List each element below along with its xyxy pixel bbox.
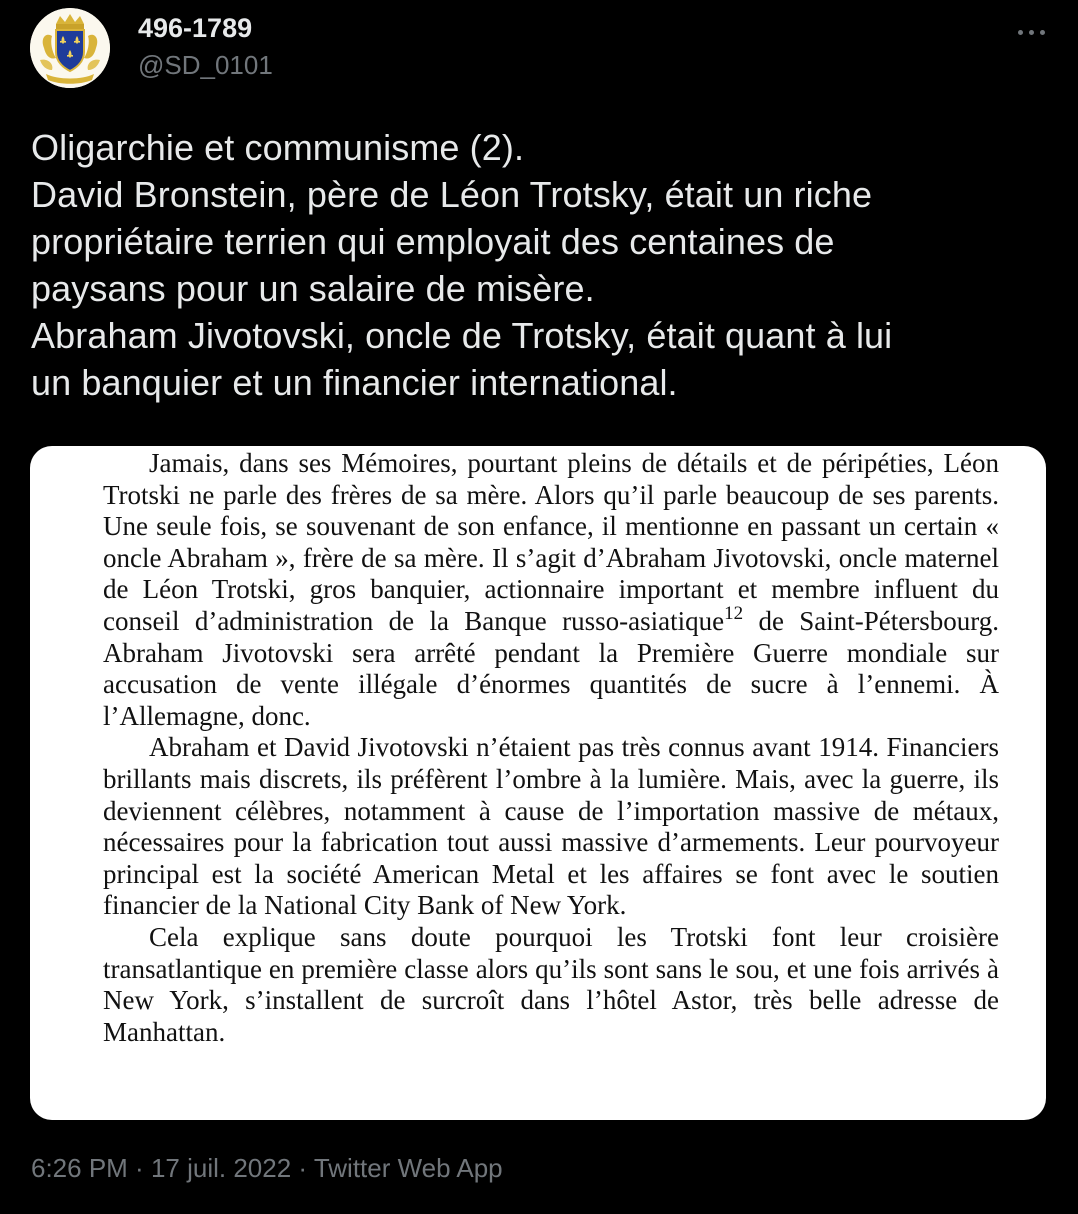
more-dots-icon [1029,30,1034,35]
tweet-text-line: paysans pour un salaire de misère. [31,268,595,309]
tweet-text-line: David Bronstein, père de Léon Trotsky, était un riche [31,174,873,215]
book-paragraph: Cela explique sans doute pourquoi les Trotski font leur croisière transatlantique en première classe alors qu’ils sont sans le sou, et une fois arrivés à New York, s’installent de surcroît dans l’hôtel Astor, très belle adresse de Manhattan. [103,921,999,1047]
avatar[interactable] [30,8,110,88]
tweet-date-link[interactable]: 17 juil. 2022 [150,1153,292,1183]
tweet-source-link[interactable]: Twitter Web App [313,1153,503,1183]
book-paragraph: Abraham et David Jivotovski n’étaient pas très connus avant 1914. Financiers brillants mais discrets, ils préfèrent l’ombre à la lumière. Mais, avec la guerre, ils deviennent célèbres, notamment à cause de l’importation massive de métaux, nécessaires pour la fabrication tout aussi massive d’armements. Leur pourvoyeur principal est la société American Metal et les affaires se font avec le soutien financier de la National City Bank of New York. [103,732,999,921]
book-page-text [103,448,999,1048]
tweet-metadata [31,1152,503,1184]
footnote-marker: 12 [724,602,744,624]
book-paragraph [103,448,999,732]
tweet-text-line: Abraham Jivotovski, oncle de Trotsky, était quant à lui [31,315,893,356]
tweet-time-link[interactable]: 6:26 PM [31,1153,128,1183]
tweet-text-line: propriétaire terrien qui employait des centaines de [31,221,835,262]
author-display-name[interactable]: 496-1789 [138,13,253,43]
tweet-text-line: un banquier et un financier international. [31,362,678,403]
fleur-de-lis-crest-icon [30,8,110,88]
book-paragraph-text: Jamais, dans ses Mémoires, pourtant pleins de détails et de péripéties, Léon Trotski ne parle des frères de sa mère. Alors qu’il parle beaucoup de ses parents. Une seule fois, se souvenant de son enfance, il mentionne en passant un certain « oncle Abraham », frère de sa mère. Il s’agit d’Abraham Jivotovski, oncle maternel de Léon Trotski, gros banquier, actionnaire important et membre influent du conseil d’administration de la Banque russo-asiatique [103,448,999,636]
more-dots-icon [1018,30,1023,35]
tweet-text-line: Oligarchie et communisme (2). [31,127,525,168]
more-dots-icon [1040,30,1045,35]
author-handle[interactable]: @SD_0101 [138,50,273,80]
book-paragraph-text: de Saint-Pétersbourg. Abraham Jivotovski sera arrêté pendant la Première Guerre mondiale sur accusation de vente illégale d’énormes quantités de sucre à l’ennemi. À l’Allemagne, donc. [103,605,1000,731]
meta-separator: · [127,1153,151,1183]
attached-image[interactable] [30,446,1046,1120]
tweet-text [31,124,1051,406]
more-button[interactable] [1008,14,1054,50]
meta-separator: · [291,1153,314,1183]
